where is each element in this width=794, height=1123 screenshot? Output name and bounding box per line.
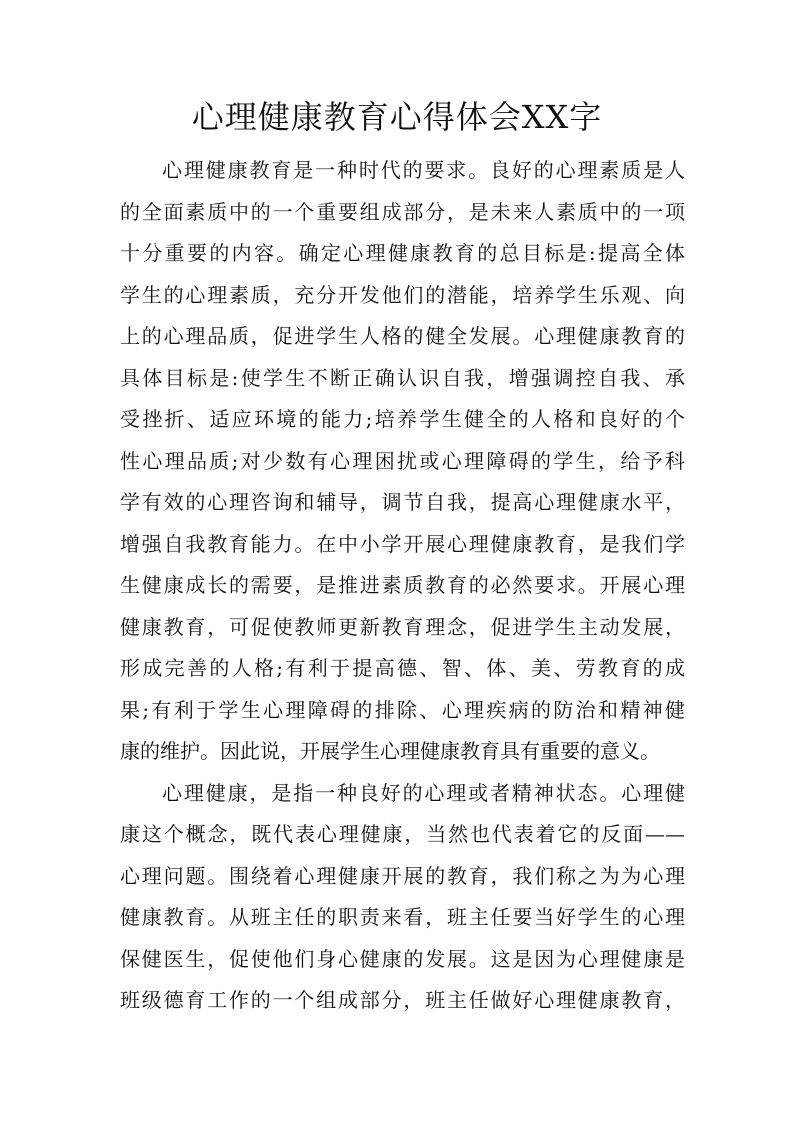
paragraph-2-line-5: 保健医生，促使他们身心健康的发展。这是因为心理健康是 xyxy=(120,946,685,971)
paragraph-1-line-4: 学生的心理素质，充分开发他们的潜能，培养学生乐观、向 xyxy=(120,282,685,307)
paragraph-1-line-13: 形成完善的人格;有利于提高德、智、体、美、劳教育的成 xyxy=(120,656,685,680)
paragraph-1-line-8: 性心理品质;对少数有心理困扰或心理障碍的学生，给予科 xyxy=(120,448,685,473)
paragraph-1-line-14: 果;有利于学生心理障碍的排除、心理疾病的防治和精神健 xyxy=(120,697,685,722)
paragraph-2-line-4: 健康教育。从班主任的职责来看，班主任要当好学生的心理 xyxy=(120,905,685,929)
paragraph-1-line-10: 增强自我教育能力。在中小学开展心理健康教育，是我们学 xyxy=(120,531,685,556)
paragraph-2-line-1: 心理健康，是指一种良好的心理或者精神状态。心理健 xyxy=(162,780,685,805)
paragraph-2-line-6: 班级德育工作的一个组成部分，班主任做好心理健康教育， xyxy=(120,988,685,1012)
paragraph-1-line-1: 心理健康教育是一种时代的要求。良好的心理素质是人 xyxy=(162,158,685,182)
paragraph-1-line-2: 的全面素质中的一个重要组成部分，是未来人素质中的一项 xyxy=(120,199,685,224)
paragraph-1-line-15: 康的维护。因此说，开展学生心理健康教育具有重要的意义。 xyxy=(120,739,660,763)
paragraph-2-line-3: 心理问题。围绕着心理健康开展的教育，我们称之为为心理 xyxy=(120,863,685,888)
paragraph-1-line-9: 学有效的心理咨询和辅导，调节自我，提高心理健康水平， xyxy=(120,490,685,514)
paragraph-2-line-2: 康这个概念，既代表心理健康，当然也代表着它的反面—— xyxy=(120,822,685,846)
paragraph-1-line-12: 健康教育，可促使教师更新教育理念，促进学生主动发展， xyxy=(120,614,685,639)
paragraph-1-line-6: 具体目标是:使学生不断正确认识自我，增强调控自我、承 xyxy=(120,365,685,390)
paragraph-1-line-3: 十分重要的内容。确定心理健康教育的总目标是:提高全体 xyxy=(120,241,685,265)
document-body xyxy=(120,150,685,1022)
document-title: 心理健康教育心得体会XX字 xyxy=(191,98,603,136)
paragraph-1-line-5: 上的心理品质，促进学生人格的健全发展。心理健康教育的 xyxy=(120,324,685,348)
paragraph-1-line-11: 生健康成长的需要，是推进素质教育的必然要求。开展心理 xyxy=(120,573,685,597)
paragraph-1-line-7: 受挫折、适应环境的能力;培养学生健全的人格和良好的个 xyxy=(120,407,685,431)
